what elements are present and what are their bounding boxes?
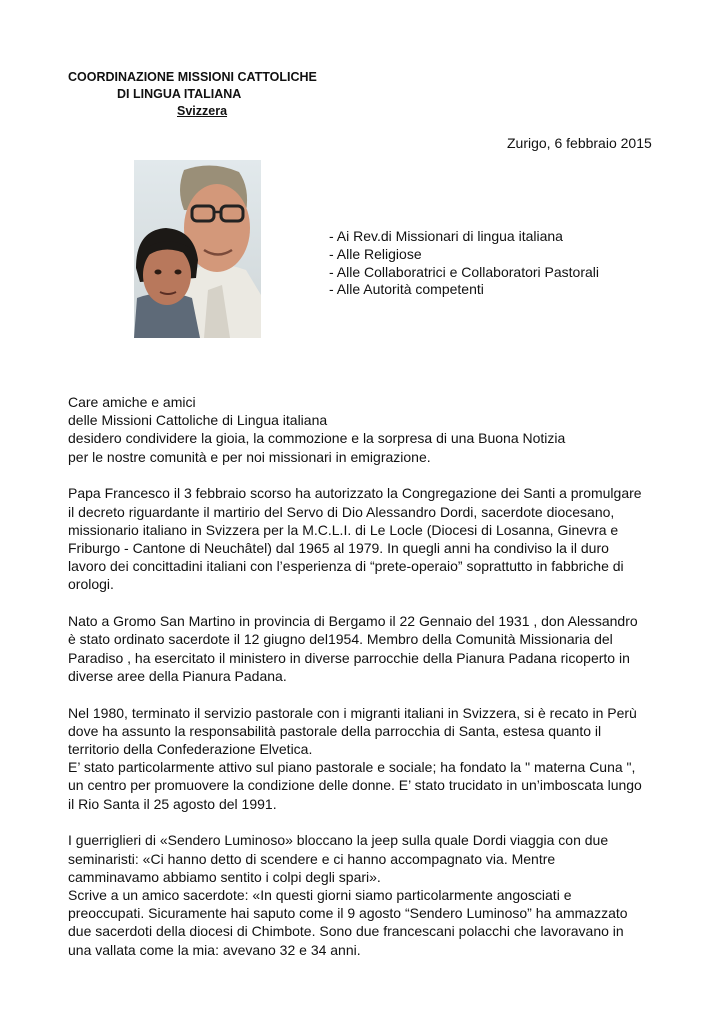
text-line: camminavamo abbiamo sentito i colpi degli spari».	[68, 868, 381, 885]
text-line: diverse aree della Pianura Padana.	[68, 667, 287, 684]
paragraph-peru-mission	[68, 704, 668, 813]
text-line: I guerriglieri di «Sendero Luminoso» bloccano la jeep sulla quale Dordi viaggia con due	[68, 832, 609, 849]
text-line: preoccupati. Sicuramente hai saputo come il 9 agosto “Sendero Luminoso” ha ammazzato	[68, 905, 628, 922]
text-line: è stato ordinato sacerdote il 12 giugno del1954. Membro della Comunità Missionaria del	[68, 631, 613, 648]
text-line: un centro per promuovere la condizione delle donne. E’ stato trucidato in un’imboscata lungo	[68, 777, 642, 794]
header-line-3: Svizzera	[177, 104, 228, 118]
text-line: Friburgo - Cantone di Neuchâtel) dal 1965 al 1979. In quegli anni ha condiviso la il duro	[68, 540, 609, 557]
text-line: desidero condividere la gioia, la commozione e la sorpresa di una Buona Notizia	[68, 430, 566, 447]
text-line: Nel 1980, terminato il servizio pastorale con i migranti italiani in Svizzera, si è recato in Perù	[68, 704, 637, 721]
text-line: Papa Francesco il 3 febbraio scorso ha autorizzato la Congregazione dei Santi a promulgare	[68, 485, 642, 502]
text-line: Paradiso , ha esercitato il ministero in diverse parrocchie della Pianura Padana ricoperto in	[68, 649, 630, 666]
text-line: lavoro dei concittadini italiani con l’esperienza di “prete-operaio” soprattutto in fabbriche di	[68, 558, 624, 575]
portrait-photo	[134, 160, 261, 338]
text-line: territorio della Confederazione Elvetica.	[68, 741, 313, 758]
text-line: una vallata come la mia: avevano 32 e 34 anni.	[68, 941, 361, 958]
text-line: il Rio Santa il 25 agosto del 1991.	[68, 795, 277, 812]
text-line: missionario italiano in Svizzera per la M.C.L.I. di Le Locle (Diocesi di Losanna, Ginevra e	[68, 521, 619, 538]
text-line: seminaristi: «Ci hanno detto di scendere e ci hanno accompagnato via. Mentre	[68, 850, 556, 867]
text-line: per le nostre comunità e per noi missionari in emigrazione.	[68, 448, 431, 465]
paragraph-sendero-luminoso	[68, 831, 668, 958]
text-line: il decreto riguardante il martirio del Servo di Dio Alessandro Dordi, sacerdote diocesano,	[68, 503, 615, 520]
text-line: Scrive a un amico sacerdote: «In questi giorni siamo particolarmente angosciati e	[68, 887, 572, 904]
text-line: Care amiche e amici	[68, 394, 196, 410]
text-line: dove ha assunto la responsabilità pastorale della parrocchia di Santa, estesa quanto il	[68, 722, 602, 739]
header-line-1: COORDINAZIONE MISSIONI CATTOLICHE	[68, 70, 317, 84]
header-line-2: DI LINGUA ITALIANA	[117, 87, 242, 101]
text-line: Nato a Gromo San Martino in provincia di Bergamo il 22 Gennaio del 1931 , don Alessandro	[68, 613, 638, 630]
recipient-item: - Alle Collaboratrici e Collaboratori Pastorali	[329, 263, 600, 280]
recipient-item: - Alle Religiose	[329, 245, 422, 262]
text-line: due sacerdoti della diocesi di Chimbote. Sono due francescani polacchi che lavoravano in	[68, 923, 624, 940]
letter-body	[68, 393, 668, 977]
text-line: delle Missioni Cattoliche di Lingua italiana	[68, 412, 328, 429]
text-line: E’ stato particolarmente attivo sul piano pastorale e sociale; ha fondato la " materna Cuna ",	[68, 759, 636, 776]
paragraph-greeting	[68, 393, 668, 466]
paragraph-biography	[68, 612, 668, 685]
recipient-item: - Alle Autorità competenti	[329, 281, 484, 298]
letter-date: Zurigo, 6 febbraio 2015	[507, 135, 652, 151]
recipient-item: - Ai Rev.di Missionari di lingua italiana	[329, 228, 563, 244]
text-line: orologi.	[68, 576, 114, 593]
recipient-list	[329, 228, 599, 299]
paragraph-pope-decree	[68, 484, 668, 593]
